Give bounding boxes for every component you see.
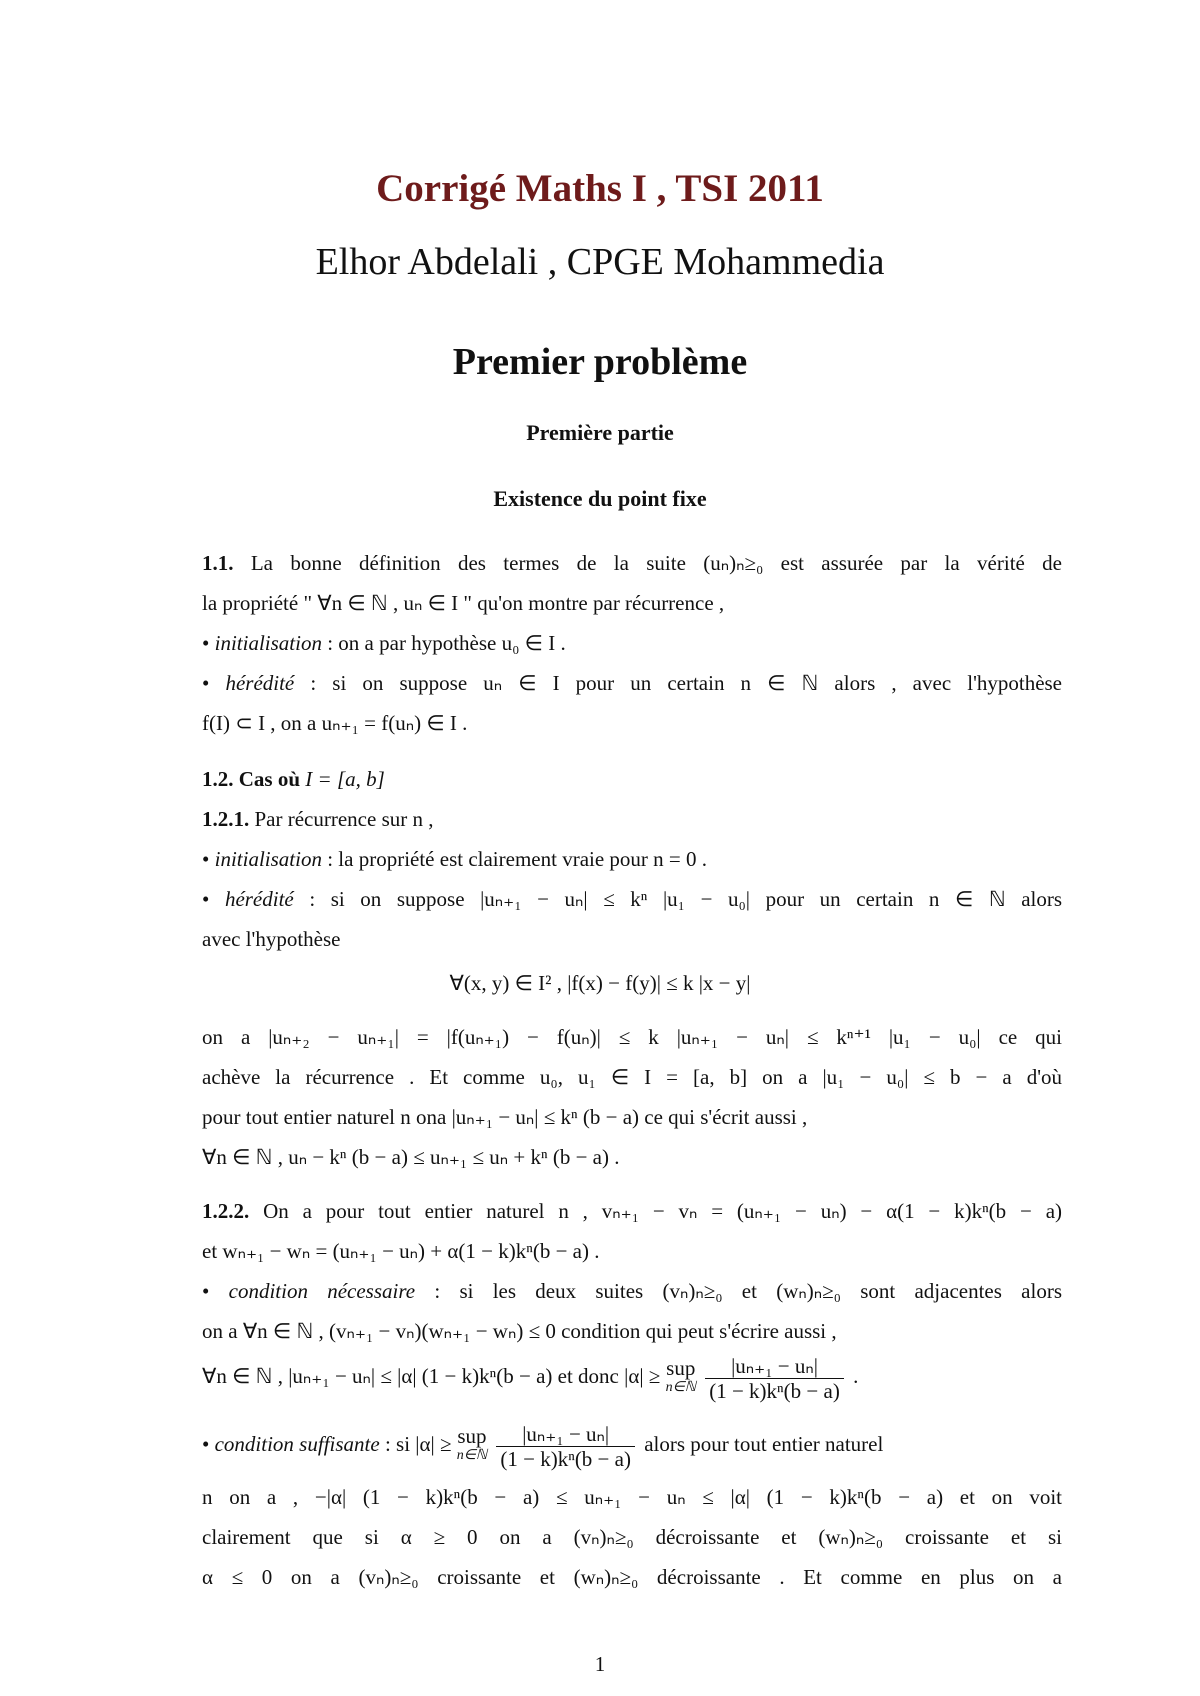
bullet-line: • condition suffisante : si |α| ≥ sup n∈ℕ $\frac{\text{|uₙ₊₁ − uₙ|}}{\text{(1 − k)kⁿ(b − a)}}$ alors pour tout entier naturel bbox=[202, 1421, 884, 1471]
bullet-line: • condition nécessaire : si les deux suites (vₙ)ₙ≥₀ et (wₙ)ₙ≥₀ sont adjacentes alors bbox=[202, 1279, 1063, 1303]
paragraph-line: 1.2.2. On a pour tout entier naturel n , vₙ₊₁ − vₙ = (uₙ₊₁ − uₙ) − α(1 − k)kⁿ(b − a) bbox=[202, 1199, 1063, 1223]
paragraph-line: α ≤ 0 on a (vₙ)ₙ≥₀ croissante et (wₙ)ₙ≥₀ décroissante . Et comme en plus on a bbox=[202, 1565, 1062, 1589]
paragraph-line: f(I) ⊂ I , on a uₙ₊₁ = f(uₙ) ∈ I . bbox=[202, 711, 468, 735]
paragraph-line: avec l'hypothèse bbox=[202, 927, 341, 951]
fraction: $\frac{\text{|uₙ₊₁ − uₙ|}}{\text{(1 − k)kⁿ(b − a)}}$ bbox=[496, 1422, 635, 1471]
formula-line: ∀n ∈ ℕ , |uₙ₊₁ − uₙ| ≤ |α| (1 − k)kⁿ(b − a) et donc |α| ≥ sup n∈ℕ $\frac{\text{|uₙ₊₁ − uₙ|}}{\text{(1 − k)kⁿ(b − a)}}$ . bbox=[202, 1353, 859, 1403]
paragraph-line: la propriété " ∀n ∈ ℕ , uₙ ∈ I " qu'on montre par récurrence , bbox=[202, 591, 725, 615]
paragraph-line: on a |uₙ₊₂ − uₙ₊₁| = |f(uₙ₊₁) − f(uₙ)| ≤ k |uₙ₊₁ − uₙ| ≤ kⁿ⁺¹ |u₁ − u₀| ce qui bbox=[202, 1025, 1062, 1049]
paragraph-line: ∀n ∈ ℕ , uₙ − kⁿ (b − a) ≤ uₙ₊₁ ≤ uₙ + kⁿ (b − a) . bbox=[202, 1145, 620, 1169]
part-heading: Première partie bbox=[526, 420, 674, 445]
bullet-line: • initialisation : la propriété est clairement vraie pour n = 0 . bbox=[202, 847, 708, 871]
paragraph-line: 1.2.1. Par récurrence sur n , bbox=[202, 807, 434, 831]
display-formula: ∀(x, y) ∈ I² , |f(x) − f(y)| ≤ k |x − y| bbox=[449, 971, 751, 995]
paragraph-line: et wₙ₊₁ − wₙ = (uₙ₊₁ − uₙ) + α(1 − k)kⁿ(b − a) . bbox=[202, 1239, 600, 1263]
paragraph-line: pour tout entier naturel n ona |uₙ₊₁ − uₙ| ≤ kⁿ (b − a) ce qui s'écrit aussi , bbox=[202, 1105, 808, 1129]
page-number: 1 bbox=[594, 1652, 606, 1676]
paragraph-line: achève la récurrence . Et comme u₀, u₁ ∈ I = [a, b] on a |u₁ − u₀| ≤ b − a d'où bbox=[202, 1065, 1062, 1089]
subsection-heading: 1.2. Cas où I = [a, b] bbox=[202, 767, 385, 791]
paragraph-line: n on a , −|α| (1 − k)kⁿ(b − a) ≤ uₙ₊₁ − uₙ ≤ |α| (1 − k)kⁿ(b − a) et on voit bbox=[202, 1485, 1062, 1509]
bullet-line: • hérédité : si on suppose uₙ ∈ I pour un certain n ∈ ℕ alors , avec l'hypothèse bbox=[202, 671, 1063, 695]
bullet-line: • initialisation : on a par hypothèse u₀ ∈ I . bbox=[202, 631, 566, 655]
bullet-line: • hérédité : si on suppose |uₙ₊₁ − uₙ| ≤ kⁿ |u₁ − u₀| pour un certain n ∈ ℕ alors bbox=[202, 887, 1063, 911]
author-line: Elhor Abdelali , CPGE Mohammedia bbox=[315, 241, 885, 283]
paragraph-line: on a ∀n ∈ ℕ , (vₙ₊₁ − vₙ)(wₙ₊₁ − wₙ) ≤ 0 condition qui peut s'écrire aussi , bbox=[202, 1319, 837, 1343]
supremum: sup n∈ℕ bbox=[665, 1356, 696, 1396]
document-title: Corrigé Maths I , TSI 2011 bbox=[376, 167, 824, 210]
paragraph-line: clairement que si α ≥ 0 on a (vₙ)ₙ≥₀ décroissante et (wₙ)ₙ≥₀ croissante et si bbox=[202, 1525, 1062, 1549]
section-heading: Existence du point fixe bbox=[493, 486, 707, 511]
paragraph-line: 1.1. La bonne définition des termes de la suite (uₙ)ₙ≥₀ est assurée par la vérité de bbox=[202, 551, 1062, 575]
problem-heading: Premier problème bbox=[452, 341, 748, 383]
supremum: sup n∈ℕ bbox=[456, 1424, 488, 1464]
fraction: $\frac{\text{|uₙ₊₁ − uₙ|}}{\text{(1 − k)kⁿ(b − a)}}$ bbox=[705, 1354, 844, 1403]
